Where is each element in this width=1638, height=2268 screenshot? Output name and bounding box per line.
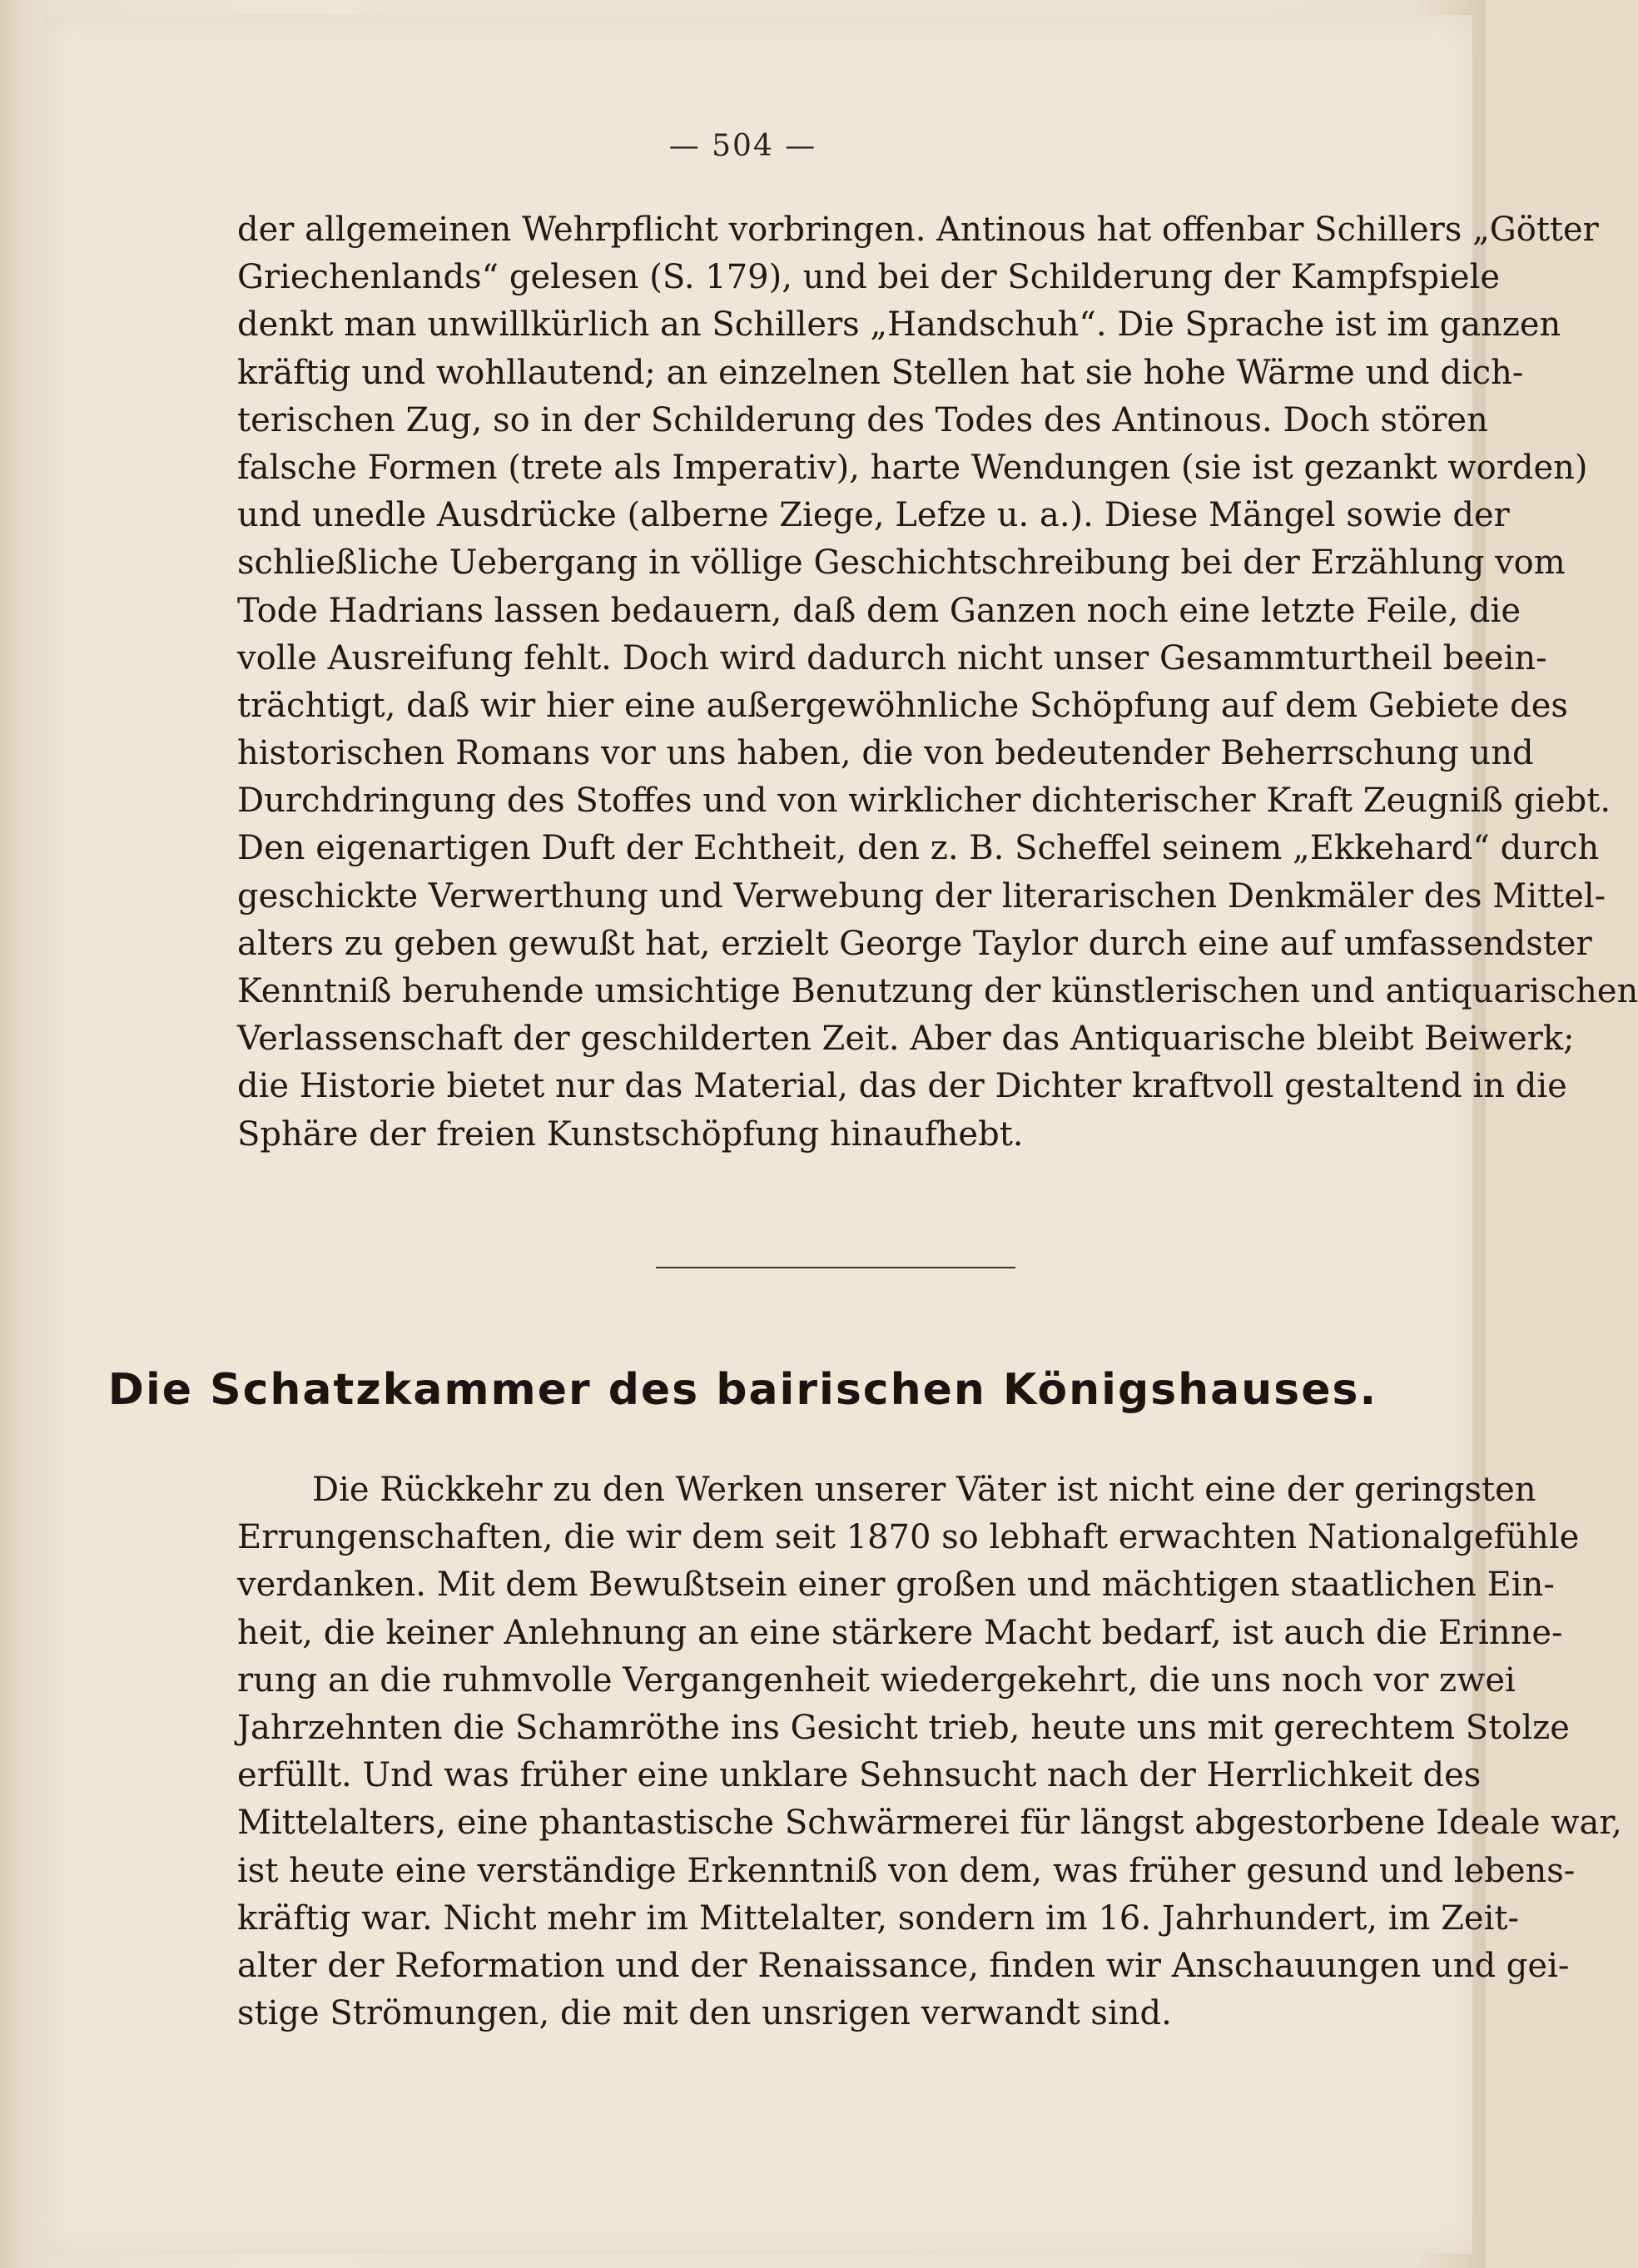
text-line: Griechenlands“ gelesen (S. 179), und bei der Schilderung der Kampfspiele: [237, 258, 1501, 297]
text-line: Kenntniß beruhende umsichtige Benutzung der künstlerischen und antiquarischen: [237, 972, 1638, 1010]
text-line: kräftig und wohllautend; an einzelnen Stellen hat sie hohe Wärme und dich-: [237, 353, 1524, 392]
text-line: rung an die ruhmvolle Vergangenheit wiedergekehrt, die uns noch vor zwei: [237, 1660, 1516, 1700]
text-line: falsche Formen (trete als Imperativ), harte Wendungen (sie ist gezankt worden): [237, 448, 1588, 487]
text-line: der allgemeinen Wehrpflicht vorbringen. Antinous hat offenbar Schillers „Götter: [237, 211, 1599, 249]
section-paragraph: [237, 1467, 1622, 2037]
text-line: historischen Romans vor uns haben, die von bedeutender Beherrschung und: [237, 734, 1534, 773]
text-line: schließliche Uebergang in völlige Geschichtschreibung bei der Erzählung vom: [237, 543, 1566, 583]
text-line: Verlassenschaft der geschilderten Zeit. Aber das Antiquarische bleibt Beiwerk;: [237, 1020, 1575, 1059]
text-line: Sphäre der freien Kunstschöpfung hinaufhebt.: [237, 1114, 1024, 1154]
text-line: alters zu geben gewußt hat, erzielt George Taylor durch eine auf umfassendster: [237, 924, 1592, 963]
text-line: ist heute eine verständige Erkenntniß von dem, was früher gesund und lebens-: [237, 1851, 1576, 1890]
text-line: volle Ausreifung fehlt. Doch wird dadurch nicht unser Gesammturtheil beein-: [237, 638, 1547, 677]
text-line: terischen Zug, so in der Schilderung des Todes des Antinous. Doch stören: [237, 400, 1488, 439]
continued-paragraph: [237, 206, 1638, 1159]
text-line: denkt man unwillkürlich an Schillers „Handschuh“. Die Sprache ist im ganzen: [237, 305, 1561, 345]
text-line: Tode Hadrians lassen bedauern, daß dem Ganzen noch eine letzte Feile, die: [237, 591, 1521, 630]
text-line: alter der Reformation und der Renaissance, finden wir Anschauungen und gei-: [237, 1946, 1570, 1985]
text-line: stige Strömungen, die mit den unsrigen verwandt sind.: [237, 1994, 1172, 2033]
text-line: Mittelalters, eine phantastische Schwärmerei für längst abgestorbene Ideale war,: [237, 1804, 1622, 1843]
text-line: die Historie bietet nur das Material, das der Dichter kraftvoll gestaltend in die: [237, 1067, 1567, 1106]
text-line: heit, die keiner Anlehnung an eine stärkere Macht bedarf, ist auch die Erinne-: [237, 1613, 1563, 1652]
text-line: geschickte Verwerthung und Verwebung der literarischen Denkmäler des Mittel-: [237, 876, 1606, 916]
text-line: verdanken. Mit dem Bewußtsein einer großen und mächtigen staatlichen Ein-: [237, 1566, 1555, 1605]
text-line: Jahrzehnten die Schamröthe ins Gesicht trieb, heute uns mit gerechtem Stolze: [237, 1708, 1570, 1747]
section-title: Die Schatzkammer des bairischen Königshauses.: [107, 1365, 1378, 1415]
page-number: — 504 —: [668, 129, 817, 163]
text-line: und unedle Ausdrücke (alberne Ziege, Lefze u. a.). Diese Mängel sowie der: [237, 496, 1510, 535]
section-divider: [656, 1267, 1015, 1268]
text-line: kräftig war. Nicht mehr im Mittelalter, sondern im 16. Jahrhundert, im Zeit-: [237, 1898, 1519, 1938]
text-line: Den eigenartigen Duft der Echtheit, den z. B. Scheffel seinem „Ekkehard“ durch: [237, 829, 1600, 868]
text-line: Die Rückkehr zu den Werken unserer Väter ist nicht eine der geringsten: [312, 1471, 1536, 1509]
text-line: erfüllt. Und was früher eine unklare Sehnsucht nach der Herrlichkeit des: [237, 1756, 1482, 1795]
text-line: Durchdringung des Stoffes und von wirklicher dichterischer Kraft Zeugniß giebt.: [237, 782, 1611, 821]
text-line: Errungenschaften, die wir dem seit 1870 so lebhaft erwachten Nationalgefühle: [237, 1518, 1580, 1557]
text-line: trächtigt, daß wir hier eine außergewöhnliche Schöpfung auf dem Gebiete des: [237, 686, 1568, 725]
